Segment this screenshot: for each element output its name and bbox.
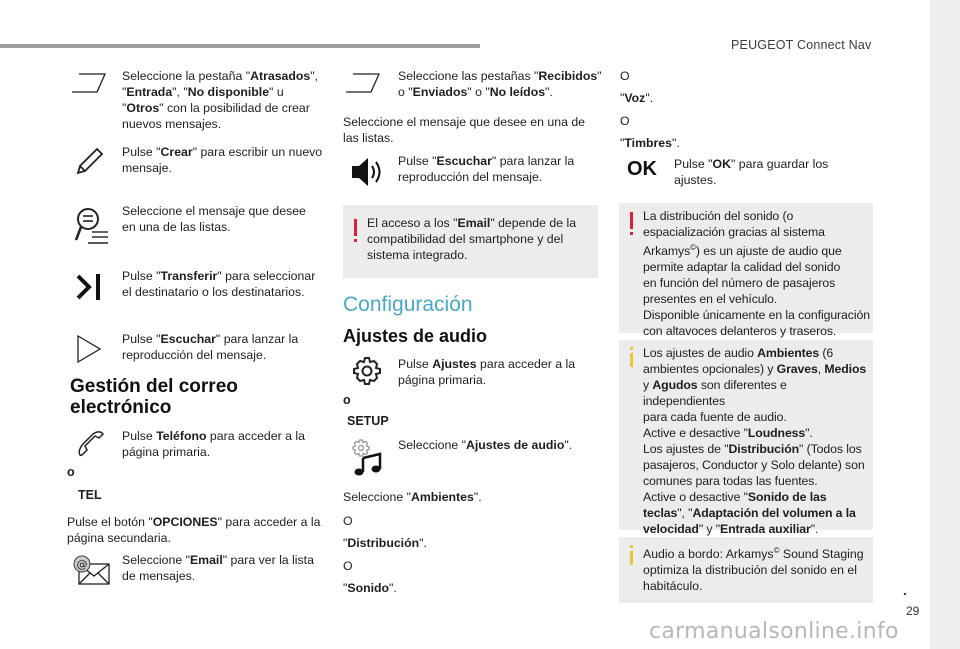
play-icon: [76, 334, 102, 364]
escuchar-instruction: Pulse "Escuchar" para lanzar la reproducción del mensaje.: [122, 332, 299, 362]
arkamys-info-text: Audio a bordo: Arkamys© Sound Staging optimiza la distribución del sonido en el habitáculo.: [643, 546, 864, 594]
audio-settings-info-text: Los ajustes de audio Ambientes (6 ambientes opcionales) y Graves, Medios y Agudos son diferentes e independientes para cada fuente de audio. Active e desactive "Loudness". Los ajustes de "Distribución" (Todos los pasajeros, Conductor y Solo delante) son comunes para todas las fuentes. Active o desactive "Sonido de las teclas", "Adaptación del volumen a la velocidad" y "Entrada auxiliar".: [643, 346, 867, 536]
config-heading: Configuración: [343, 293, 473, 316]
select-message-text-2: Seleccione el mensaje que desee en una de las listas.: [343, 115, 586, 145]
phone-icon: [77, 430, 105, 458]
page-bullet: .: [903, 583, 907, 598]
or-1: O: [343, 514, 353, 528]
gear-icon: [352, 356, 382, 386]
voz-option: "Voz".: [620, 91, 654, 105]
speaker-icon: [350, 156, 386, 188]
opciones-instruction: Pulse el botón "OPCIONES" para acceder a la página secundaria.: [67, 515, 321, 545]
page-number: 29: [906, 604, 920, 618]
crear-instruction: Pulse "Crear" para escribir un nuevo mensaje.: [122, 145, 323, 175]
warning-icon: [354, 219, 357, 236]
transfer-instruction: Pulse "Transferir" para seleccionar el destinatario o los destinatarios.: [122, 269, 316, 299]
distribution-warning-text: La distribución del sonido (o espacialización gracias al sistema Arkamys©) es un ajuste de audio que permite adaptar la calidad del sonido en función del número de pasajeros presentes en el vehículo. Disponible únicamente en la configuración con altavoces delanteros y traseros.: [643, 209, 870, 339]
or-label: o: [67, 465, 75, 479]
timbres-option: "Timbres".: [620, 136, 680, 150]
email-access-note-text: El acceso a los "Email" depende de la compatibilidad del smartphone y del sistema integrado.: [367, 216, 577, 262]
ok-instruction: Pulse "OK" para guardar los ajustes.: [674, 157, 829, 187]
message-list-icon: [74, 206, 110, 246]
audio-settings-instruction: Seleccione "Ajustes de audio".: [398, 438, 573, 452]
info-icon-2: [630, 551, 633, 565]
tab-icon: [71, 72, 107, 94]
header-bar: [0, 44, 480, 48]
email-section-heading: Gestión del correo electrónico: [70, 376, 238, 418]
tabs-instruction-2: Seleccione las pestañas "Recibidos" o "Enviados" o "No leídos".: [398, 69, 602, 99]
or-label-2: o: [343, 393, 351, 407]
ambientes-instruction: Seleccione "Ambientes".: [343, 490, 482, 504]
tabs-instruction: Seleccione la pestaña "Atrasados", "Entrada", "No disponible" u "Otros" con la posibilidad de crear nuevos mensajes.: [122, 69, 319, 131]
info-icon: [630, 353, 633, 367]
warning-icon-2: [630, 212, 633, 229]
audio-settings-icon: [350, 438, 384, 476]
or-2: O: [343, 559, 353, 573]
forward-icon: [76, 272, 104, 302]
email-instruction: Seleccione "Email" para ver la lista de mensajes.: [122, 553, 314, 583]
tel-button-label: TEL: [78, 488, 102, 502]
ajustes-instruction: Pulse Ajustes para acceder a la página primaria.: [398, 357, 576, 387]
audio-settings-heading: Ajustes de audio: [343, 326, 488, 346]
side-margin: [930, 0, 960, 649]
warning-icon-dot: [354, 239, 357, 242]
pencil-icon: [75, 146, 105, 176]
select-message-text: Seleccione el mensaje que desee en una de las listas.: [122, 204, 306, 234]
watermark: carmanualsonline.info: [649, 619, 899, 644]
warning-icon-2-dot: [630, 232, 633, 235]
or-4: O: [620, 114, 630, 128]
header-title: PEUGEOT Connect Nav: [731, 38, 872, 52]
sonido-option: "Sonido".: [343, 581, 397, 595]
info-icon-2-dot: [630, 545, 633, 548]
info-icon-dot: [630, 347, 633, 350]
distribucion-option: "Distribución".: [343, 536, 427, 550]
svg-text:@: @: [76, 558, 88, 571]
setup-button-label: SETUP: [347, 414, 389, 428]
tab-icon-2: [345, 72, 381, 94]
or-3: O: [620, 69, 630, 83]
escuchar-instruction-2: Pulse "Escuchar" para lanzar la reproducción del mensaje.: [398, 154, 575, 184]
email-icon: [73, 554, 111, 586]
ok-icon: OK: [627, 158, 657, 180]
telefono-instruction: Pulse Teléfono para acceder a la página primaria.: [122, 429, 305, 459]
